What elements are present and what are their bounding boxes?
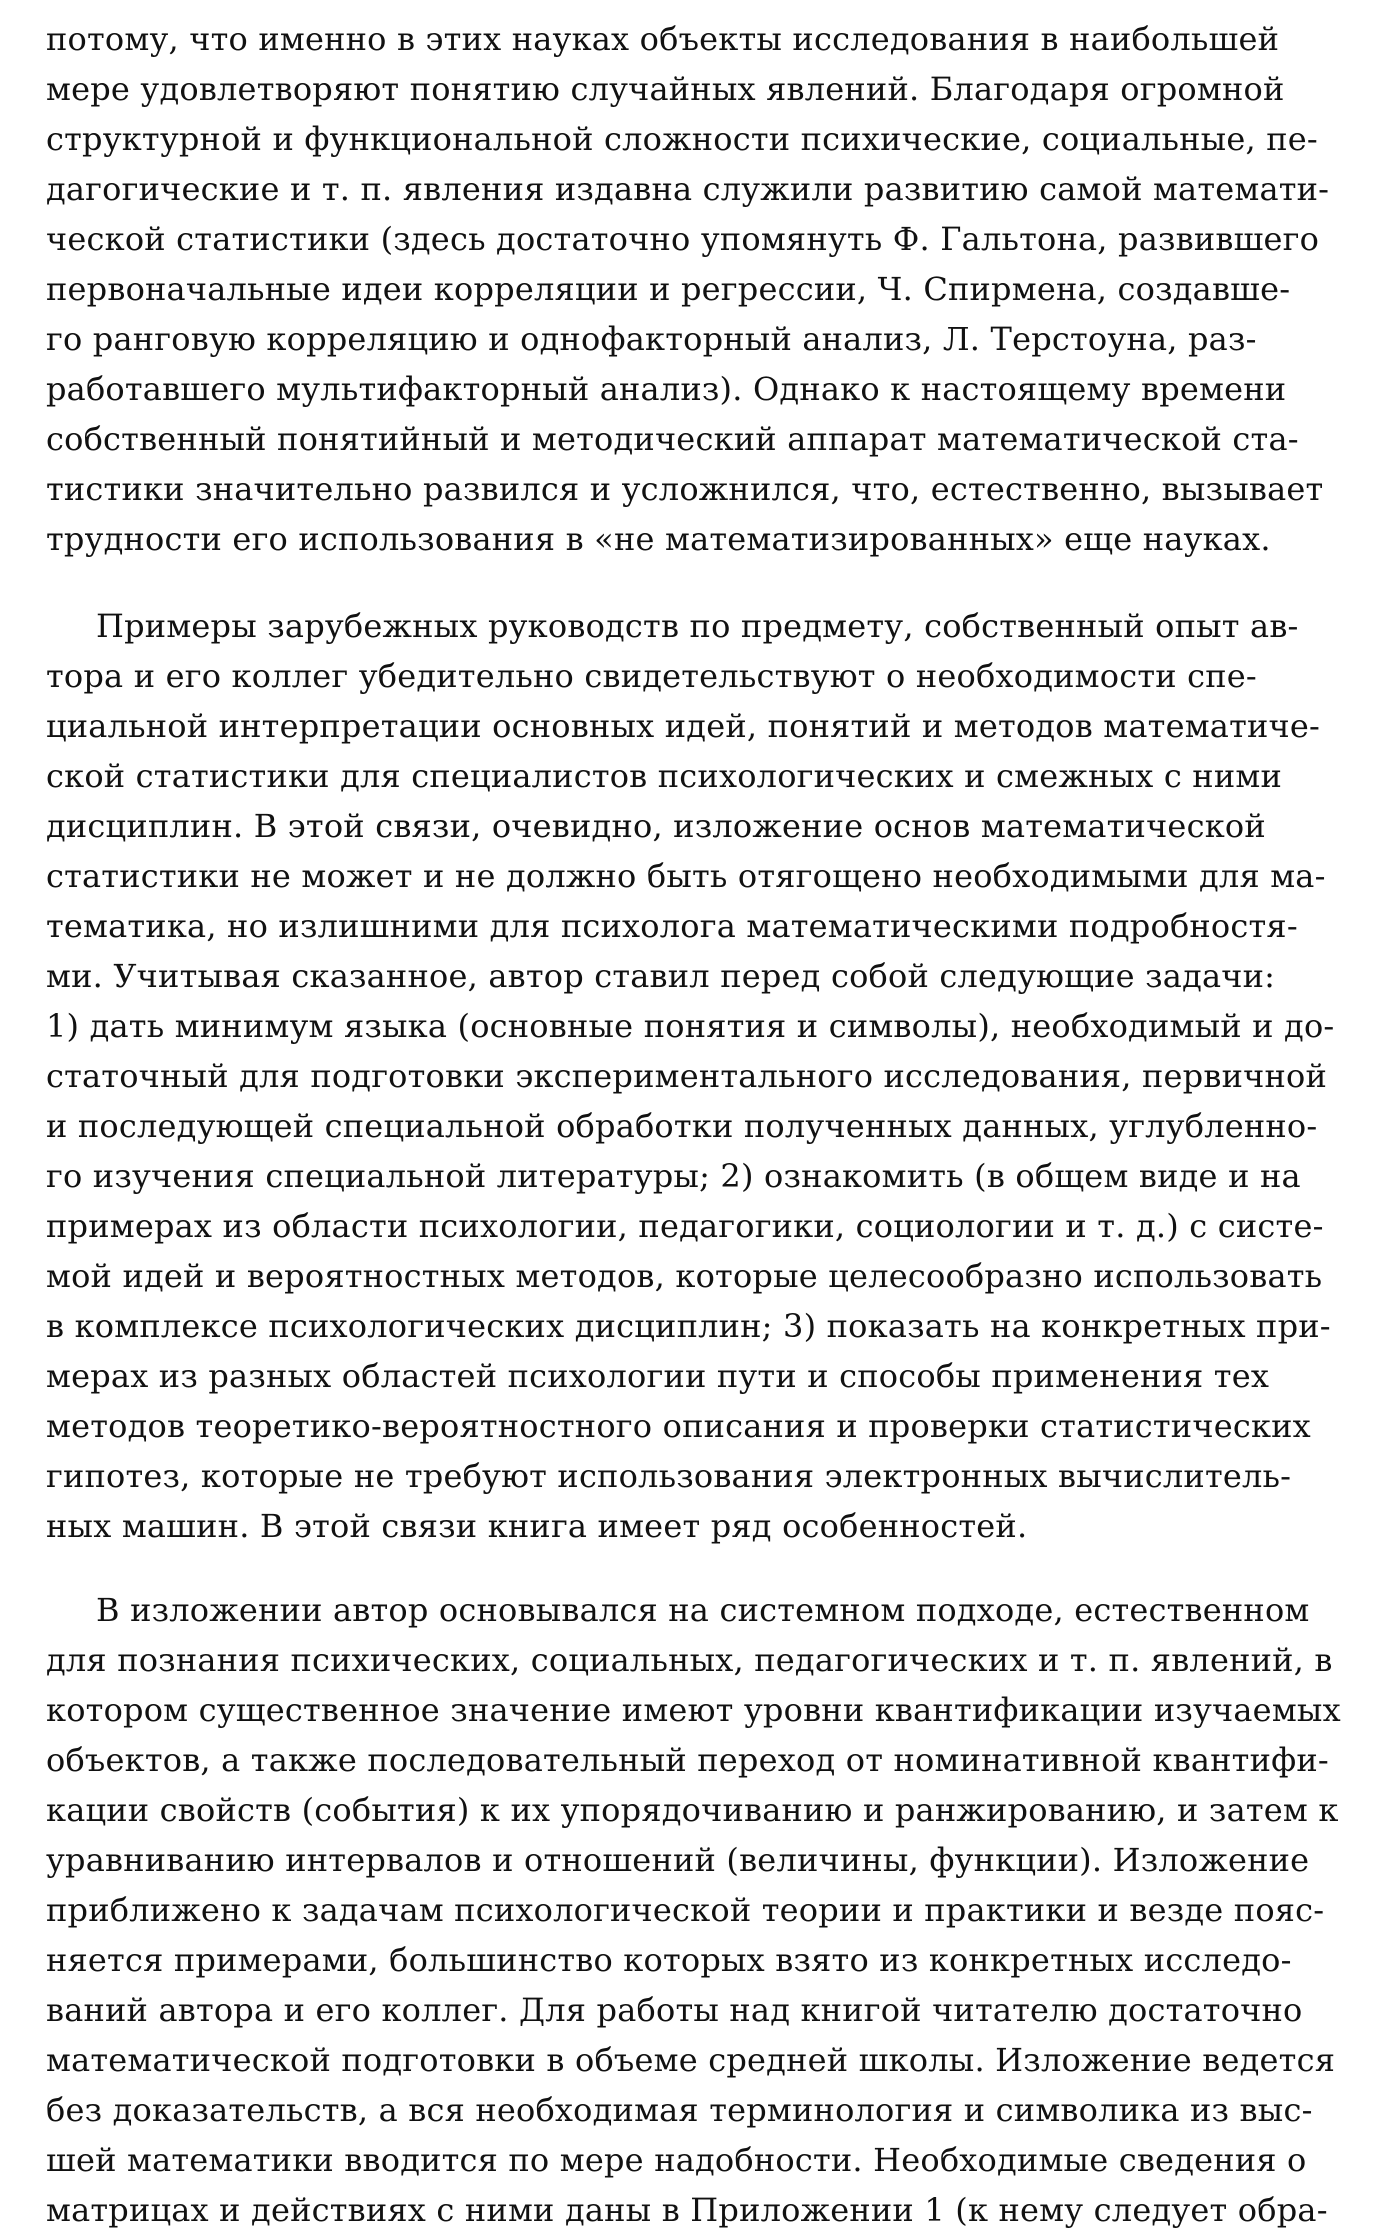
text-line: В изложении автор основывался на системном подходе, естественном — [96, 1591, 1310, 1629]
text-line: го ранговую корреляцию и однофакторный анализ, Л. Терстоуна, раз- — [46, 320, 1257, 358]
text-line: мере удовлетворяют понятию случайных явлений. Благодаря огромной — [46, 70, 1285, 108]
text-line: потому, что именно в этих науках объекты исследования в наибольшей — [46, 20, 1280, 58]
text-line: ческой статистики (здесь достаточно упомянуть Ф. Гальтона, развившего — [46, 220, 1320, 258]
text-line: дагогические и т. п. явления издавна служили развитию самой математи- — [46, 170, 1330, 208]
text-line: примерах из области психологии, педагогики, социологии и т. д.) с систе- — [46, 1207, 1324, 1245]
text-line: мерах из разных областей психологии пути и способы применения тех — [46, 1357, 1270, 1395]
text-line: циальной интерпретации основных идей, понятий и методов математиче- — [46, 707, 1321, 745]
text-line: ми. Учитывая сказанное, автор ставил перед собой следующие задачи: — [46, 957, 1276, 995]
text-line: мой идей и вероятностных методов, которые целесообразно использовать — [46, 1257, 1323, 1295]
text-line: тора и его коллег убедительно свидетельствуют о необходимости спе- — [46, 657, 1257, 695]
paragraph-2 — [46, 601, 1356, 1551]
text-line: ных машин. В этой связи книга имеет ряд особенностей. — [46, 1507, 1028, 1545]
text-line: для познания психических, социальных, педагогических и т. п. явлений, в — [46, 1641, 1333, 1679]
text-line: няется примерами, большинство которых взято из конкретных исследо- — [46, 1941, 1292, 1979]
paragraph-spacer — [46, 564, 1356, 601]
text-line: приближено к задачам психологической теории и практики и везде пояс- — [46, 1891, 1325, 1929]
text-line: статочный для подготовки экспериментального исследования, первичной — [46, 1057, 1327, 1095]
text-line: математической подготовки в объеме средней школы. Изложение ведется — [46, 2041, 1336, 2079]
text-line: структурной и функциональной сложности психические, социальные, пе- — [46, 120, 1318, 158]
text-line: статистики не может и не должно быть отягощено необходимыми для ма- — [46, 857, 1326, 895]
text-line: котором существенное значение имеют уровни квантификации изучаемых — [46, 1691, 1341, 1729]
text-line: и последующей специальной обработки полученных данных, углубленно- — [46, 1107, 1318, 1145]
text-line: уравниванию интервалов и отношений (величины, функции). Изложение — [46, 1841, 1310, 1879]
text-line: матрицах и действиях с ними даны в Приложении 1 (к нему следует обра- — [46, 2191, 1328, 2229]
text-line: объектов, а также последовательный переход от номинативной квантифи- — [46, 1741, 1329, 1779]
text-line: го изучения специальной литературы; 2) ознакомить (в общем виде и на — [46, 1157, 1301, 1195]
text-line: шей математики вводится по мере надобности. Необходимые сведения о — [46, 2141, 1307, 2179]
text-line: ваний автора и его коллег. Для работы над книгой читателю достаточно — [46, 1991, 1303, 2029]
text-line: методов теоретико-вероятностного описания и проверки статистических — [46, 1407, 1311, 1445]
paragraph-spacer — [46, 1551, 1356, 1585]
text-line: первоначальные идеи корреляции и регрессии, Ч. Спирмена, создавше- — [46, 270, 1291, 308]
text-line: дисциплин. В этой связи, очевидно, изложение основ математической — [46, 807, 1266, 845]
text-block — [46, 14, 1356, 2235]
text-line: ской статистики для специалистов психологических и смежных с ними — [46, 757, 1282, 795]
text-line: работавшего мультифакторный анализ). Однако к настоящему времени — [46, 370, 1287, 408]
text-line: в комплексе психологических дисциплин; 3) показать на конкретных при- — [46, 1307, 1331, 1345]
paragraph-1 — [46, 14, 1356, 564]
text-line: кации свойств (события) к их упорядочиванию и ранжированию, и затем к — [46, 1791, 1339, 1829]
text-line: тистики значительно развился и усложнился, что, естественно, вызывает — [46, 470, 1324, 508]
text-line: трудности его использования в «не математизированных» еще науках. — [46, 520, 1271, 558]
text-line: без доказательств, а вся необходимая терминология и символика из выс- — [46, 2091, 1313, 2129]
text-line: тематика, но излишними для психолога математическими подробностя- — [46, 907, 1298, 945]
text-line: 1) дать минимум языка (основные понятия и символы), необходимый и до- — [46, 1007, 1335, 1045]
text-line: гипотез, которые не требуют использования электронных вычислитель- — [46, 1457, 1292, 1495]
paragraph-3 — [46, 1585, 1356, 2235]
text-line: собственный понятийный и методический аппарат математической ста- — [46, 420, 1299, 458]
text-line: Примеры зарубежных руководств по предмету, собственный опыт ав- — [96, 607, 1299, 645]
